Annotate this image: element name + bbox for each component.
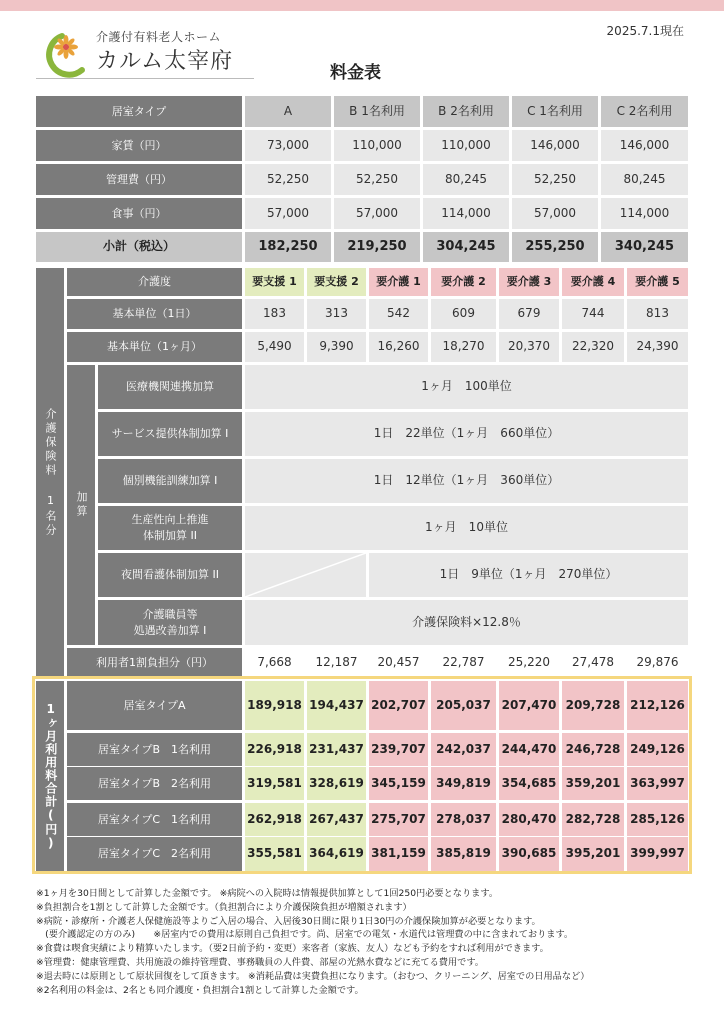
addition-value: 1ヶ月 10単位 [245,506,688,550]
daily-units-label: 基本単位（1日） [67,299,242,329]
meal-value: 114,000 [601,198,688,229]
copay-value: 29,876 [636,655,679,670]
total-value: 244,470 [499,733,559,766]
total-value: 209,728 [562,681,624,730]
copay-value: 7,668 [257,655,292,670]
total-row-label: 居室タイプC 1名利用 [67,803,242,836]
total-value: 345,159 [369,767,428,800]
meal-value: 57,000 [245,198,331,229]
footnote: ※負担割合を1割として計算した金額です。（負担割合により介護保険負担が増額されます） [36,901,412,913]
addition-value: 1日 12単位（1ヶ月 360単位） [245,459,688,503]
monthly-units-value: 9,390 [307,332,366,362]
total-value: 285,126 [627,803,688,836]
monthly-units-value: 18,270 [431,332,496,362]
addition-value: 1日 9単位（1ヶ月 270単位） [369,553,688,597]
daily-units-value: 542 [369,299,428,329]
logo-facility-name: カルム太宰府 [96,49,234,74]
room-col-header: C 1名利用 [512,96,598,127]
daily-units-value: 813 [627,299,688,329]
total-value: 231,437 [307,733,366,766]
total-value: 395,201 [562,837,624,871]
logo-subtitle: 介護付有料老人ホーム [96,30,222,44]
total-value: 202,707 [369,681,428,730]
monthly-units-value: 16,260 [369,332,428,362]
footnote: ※管理費：健康管理費、共用施設の維持管理費、事務職員の人件費、部屋の光熱水費などに充てる費用です。 [36,956,484,968]
addition-label: サービス提供体制加算 I [98,412,242,456]
footnote: ※1ヶ月を30日間として計算した金額です。 ※病院への入院時は情報提供加算として1回250円必要となります。 [36,888,499,899]
total-value: 390,685 [499,837,559,871]
meal-value: 114,000 [423,198,509,229]
care-level-header: 要介護 3 [499,268,559,296]
management-fee-value: 80,245 [423,164,509,195]
addition-value: 介護保険料×12.8％ [245,600,688,645]
total-row-label: 居室タイプB 1名利用 [67,733,242,766]
not-applicable-cell [245,553,366,597]
rent-value: 73,000 [245,130,331,161]
monthly-units-value: 24,390 [627,332,688,362]
care-level-header: 要介護 5 [627,268,688,296]
total-value: 207,470 [499,681,559,730]
total-row-label: 居室タイプC 2名利用 [67,837,242,871]
total-value: 280,470 [499,803,559,836]
subtotal-label: 小計（税込） [36,232,242,262]
addition-label: 夜間看護体制加算 II [98,553,242,597]
management-fee-value: 52,250 [512,164,598,195]
total-value: 364,619 [307,837,366,871]
total-value: 355,581 [245,837,304,871]
meal-value: 57,000 [512,198,598,229]
rent-value: 110,000 [334,130,420,161]
additions-group-label: 加算 [67,365,95,645]
total-value: 385,819 [431,837,496,871]
footnote: ※食費は喫食実績により精算いたします。（要2日前予約・変更）来客者（家族、友人）なども予約をすれば利用ができます。 [36,943,549,955]
subtotal-value: 304,245 [423,232,509,262]
copay-value: 12,187 [315,655,358,670]
flower-logo-icon [36,30,92,80]
copay-value: 22,787 [442,655,485,670]
total-value: 226,918 [245,733,304,766]
monthly-units-value: 20,370 [499,332,559,362]
top-accent-bar [0,0,724,11]
daily-units-value: 183 [245,299,304,329]
total-value: 267,437 [307,803,366,836]
subtotal-value: 255,250 [512,232,598,262]
addition-value: 1ヶ月 100単位 [245,365,688,409]
rent-label: 家賃（円） [36,130,242,161]
management-fee-value: 80,245 [601,164,688,195]
footnote: (要介護認定の方のみ) ※居室内での費用は原則自己負担です。尚、居室での電気・水道代は管理費の中に含まれております。 [36,929,574,941]
care-level-header: 要介護 1 [369,268,428,296]
insurance-side-label: 介護保険料 1名分 [36,268,64,678]
total-value: 359,201 [562,767,624,800]
copay-value: 27,478 [572,655,614,670]
addition-value: 1日 22単位（1ヶ月 660単位） [245,412,688,456]
management-fee-value: 52,250 [245,164,331,195]
meal-value: 57,000 [334,198,420,229]
room-col-header: C 2名利用 [601,96,688,127]
footnotes [36,887,706,997]
row-divider-dashed [67,766,688,767]
total-value: 399,997 [627,837,688,871]
care-level-header: 要介護 2 [431,268,496,296]
subtotal-value: 182,250 [245,232,331,262]
room-type-header: 居室タイプ [36,96,242,127]
room-col-header: A [245,96,331,127]
addition-label: 個別機能訓練加算 I [98,459,242,503]
total-row-label: 居室タイプB 2名利用 [67,767,242,800]
addition-label: 生産性向上推進 体制加算 II [98,506,242,550]
footnote: ※2名利用の料金は、2名とも同介護度・負担割合1割として計算した金額です。 [36,984,364,996]
rent-value: 146,000 [512,130,598,161]
total-value: 354,685 [499,767,559,800]
daily-units-value: 679 [499,299,559,329]
total-value: 363,997 [627,767,688,800]
subtotal-value: 340,245 [601,232,688,262]
room-col-header: B 2名利用 [423,96,509,127]
total-value: 328,619 [307,767,366,800]
total-value: 319,581 [245,767,304,800]
copay-value: 25,220 [508,655,550,670]
total-value: 239,707 [369,733,428,766]
diagonal-strike-icon [245,553,366,597]
daily-units-value: 609 [431,299,496,329]
monthly-units-value: 22,320 [562,332,624,362]
total-value: 246,728 [562,733,624,766]
page-title: 料金表 [330,63,381,83]
footnote: ※退去時には原則として原状回復をして頂きます。 ※消耗品費は実費負担になります。（おむつ、クリーニング、居室での日用品など） [36,970,590,982]
monthly-units-label: 基本単位（1ヶ月） [67,332,242,362]
copay-value: 20,457 [377,655,420,670]
monthly-units-value: 5,490 [245,332,304,362]
total-row-label: 居室タイプA [67,681,242,730]
daily-units-value: 313 [307,299,366,329]
total-value: 189,918 [245,681,304,730]
daily-units-value: 744 [562,299,624,329]
addition-label: 医療機関連携加算 [98,365,242,409]
monthly-total-side-label: 1ヶ月利用料合計(円) [36,681,64,871]
total-value: 242,037 [431,733,496,766]
copay-label: 利用者1割負担分（円） [67,648,242,678]
total-value: 212,126 [627,681,688,730]
rent-value: 146,000 [601,130,688,161]
total-value: 278,037 [431,803,496,836]
management-fee-label: 管理費（円） [36,164,242,195]
total-value: 205,037 [431,681,496,730]
footnote: ※病院・診療所・介護老人保健施設等よりご入居の場合、入居後30日間に限り1日30円の介護保険加算が必要となります。 [36,915,541,927]
total-value: 282,728 [562,803,624,836]
subtotal-value: 219,250 [334,232,420,262]
logo-underline [36,78,254,79]
care-level-header: 要介護 4 [562,268,624,296]
rent-value: 110,000 [423,130,509,161]
total-value: 262,918 [245,803,304,836]
care-level-header: 要支援 2 [307,268,366,296]
management-fee-value: 52,250 [334,164,420,195]
total-value: 349,819 [431,767,496,800]
care-level-header: 要支援 1 [245,268,304,296]
total-value: 381,159 [369,837,428,871]
total-value: 275,707 [369,803,428,836]
row-divider-dashed [67,836,688,837]
facility-logo [36,26,254,80]
meal-label: 食事（円） [36,198,242,229]
care-level-label: 介護度 [67,268,242,296]
total-value: 249,126 [627,733,688,766]
addition-label: 介護職員等 処遇改善加算 I [98,600,242,645]
total-value: 194,437 [307,681,366,730]
as-of-date: 2025.7.1現在 [606,24,684,38]
room-col-header: B 1名利用 [334,96,420,127]
